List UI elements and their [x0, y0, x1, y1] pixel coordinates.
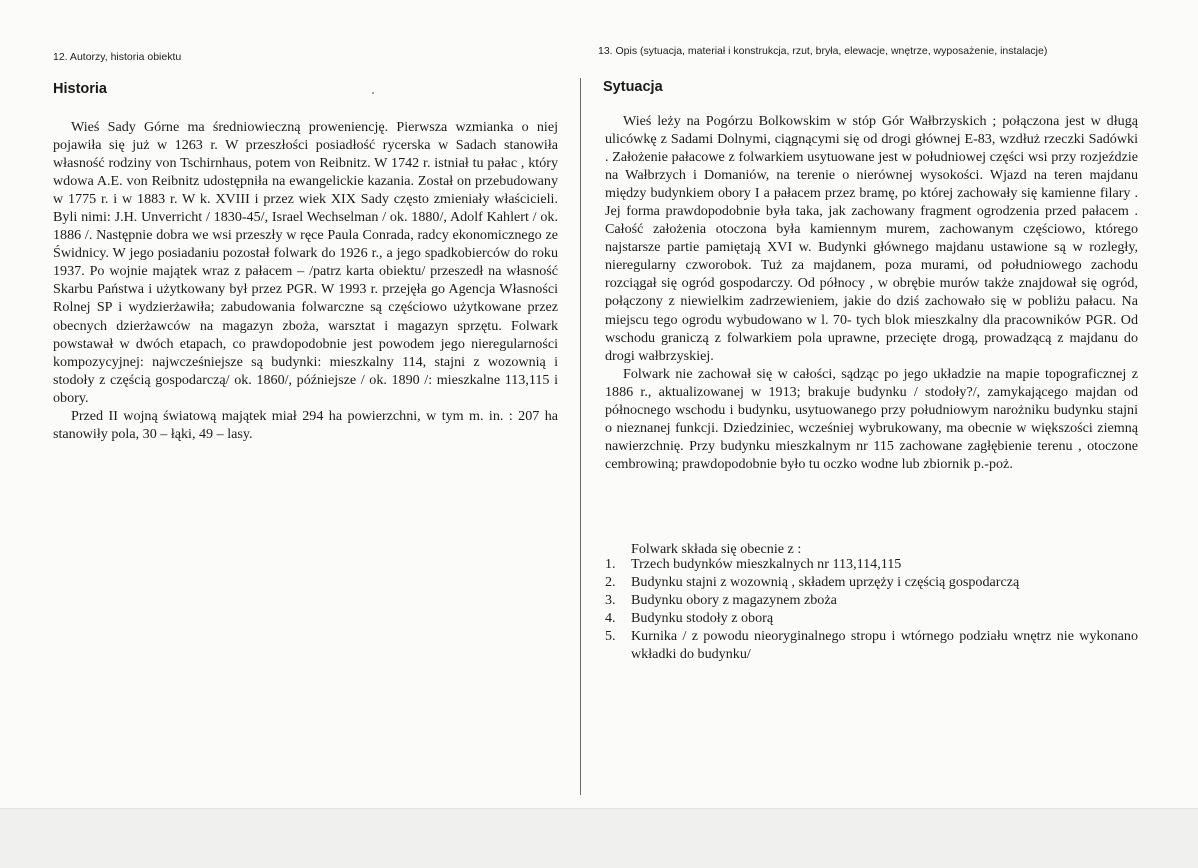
left-paragraph: Wieś Sady Górne ma średniowieczną proweniencję. Pierwsza wzmianka o niej pojawiła się już w 1263 r. W przeszłości posiadłość rycerska w Sadach stanowiła własność rodziny von Tschirnhaus, potem von Reibnitz. W 1742 r. istniał tu pałac , który wdowa A.E. von Reibnitz udostępniła na ewangelickie kazania. Został on przebudowany w 1775 r. i w 1883 r. W k. XVIII i przez wiek XIX Sady często zmieniały właścicieli. Byli nimi: J.H. Unverricht / 1830-45/, Israel Wechselman / ok. 1880/, Adolf Kahlert / ok. 1886 /. Następnie dobra we wsi przeszły w ręce Paula Conrada, radcy ekonomicznego ze Świdnicy. W jego posiadaniu pozostał folwark do 1926 r., a jego spadkobierców do roku 1937. Po wojnie majątek wraz z pałacem – /patrz karta obiektu/ przeszedł na własność Skarbu Państwa i użytkowany był przez PGR. W 1993 r. przejęła go Agencja Własności Rolnej SP i wydzierżawiła; zabudowania folwarczne są częściowo użytkowane przez obecnych dzierżawców na magazyn zboża, warsztat i magazyn sprzętu. Folwark powstawał w dwóch etapach, co prawdopodobnie jest powodem jego nieregularności kompozycyjnej: najwcześniejsze są budynki: mieszkalny 114, stajni z wozownią i stodoły z częścią gospodarczą/ ok. 1860/, późniejsze / ok. 1890 /: mieszkalne 113,115 i obory.: [53, 119, 558, 406]
scan-speck: [372, 92, 374, 94]
list-item: [605, 573, 1138, 591]
right-body: [605, 112, 1138, 473]
list-item-text: Kurnika / z powodu nieoryginalnego stropu i wtórnego podziału wnętrz nie wykonano wkładki do budynku/: [631, 628, 1138, 663]
scan-bottom-margin: [0, 808, 1198, 868]
left-body: [53, 118, 558, 443]
list-item-text: Trzech budynków mieszkalnych nr 113,114,115: [631, 556, 902, 572]
right-paragraph: Folwark nie zachował się w całości, sądząc po jego układzie na mapie topograficznej z 1886 r., aktualizowanej w 1913; brakuje budynku / stodoły?/, zamykającego majdan od północnego wschodu i budynku, usytuowanego przy południowym narożniku budynku stajni o nieznanej funkcji. Dziedziniec, wcześniej wybrukowany, ma obecnie w większości ziemną nawierzchnię. Przy budynku mieszkalnym nr 115 zachowane zagłębienie terenu , otoczone cembrowiną; prawdopodobnie było tu oczko wodne lub zbiornik p.-poż.: [605, 365, 1138, 472]
right-section-label: 13. Opis (sytuacja, materiał i konstrukcja, rzut, bryła, elewacje, wnętrze, wyposażenie, instalacje): [598, 45, 1048, 57]
list-item-text: Budynku obory z magazynem zboża: [631, 592, 837, 609]
list-item-number: 1.: [605, 556, 616, 572]
building-list: [605, 555, 1138, 663]
list-item-text: Budynku stajni z wozownią , składem uprzęży i częścią gospodarczą: [631, 574, 1020, 591]
list-item: [605, 591, 1138, 609]
left-paragraph: Przed II wojną światową majątek miał 294 ha powierzchni, w tym m. in. : 207 ha stanowiły pola, 30 – łąki, 49 – lasy.: [53, 407, 558, 442]
list-item-number: 3.: [605, 592, 616, 609]
right-paragraph: Wieś leży na Pogórzu Bolkowskim w stóp Gór Wałbrzyskich ; połączona jest w długą ulicówkę z Sadami Dolnymi, ciągnącymi się od drogi głównej E-83, wzdłuż rzeczki Sadówki . Założenie pałacowe z folwarkiem usytuowane jest w południowej części wsi przy rozjeździe na Wałbrzych i Domaniów, na terenie o nierównej wysokości. Wjazd na teren majdanu między budynkiem obory I a pałacem przez bramę, po której zachowały się kamienne filary . Jej forma prawdopodobnie była taka, jak zachowany fragment ogrodzenia przed pałacem . Całość założenia otoczona była kamiennym murem, zachowanym częściowo, którego najstarsze partie pamiętają XVI w. Budynki głównego majdanu ustawione są w rozległy, nieregularny czworobok. Tuż za majdanem, poza murami, od południowego zachodu rozciągał się ogród gospodarczy. Od północy , w obrębie murów także znajdował się ogród, połączony z niewielkim zadrzewieniem, jakie do dziś zachowało się w pobliżu pałacu. Na miejscu tego ogrodu wybudowano w l. 70- tych blok mieszkalny dla pracowników PGR. Od wschodu graniczą z folwarkiem pola uprawne, przecięte drogą, prowadzącą z majdanu do drogi wałbrzyskiej.: [605, 113, 1138, 364]
list-item-number: 2.: [605, 574, 616, 591]
column-divider: [580, 78, 581, 795]
list-item-text: Budynku stodoły z oborą: [631, 610, 774, 627]
list-item-number: 5.: [605, 628, 616, 645]
right-heading: Sytuacja: [603, 79, 663, 95]
list-item: [605, 609, 1138, 627]
left-heading: Historia: [53, 81, 107, 97]
list-item: [605, 627, 1138, 663]
list-item: [605, 555, 1138, 573]
list-intro: Folwark składa się obecnie z :: [631, 541, 802, 557]
list-item-number: 4.: [605, 610, 616, 627]
left-section-label: 12. Autorzy, historia obiektu: [53, 51, 182, 63]
